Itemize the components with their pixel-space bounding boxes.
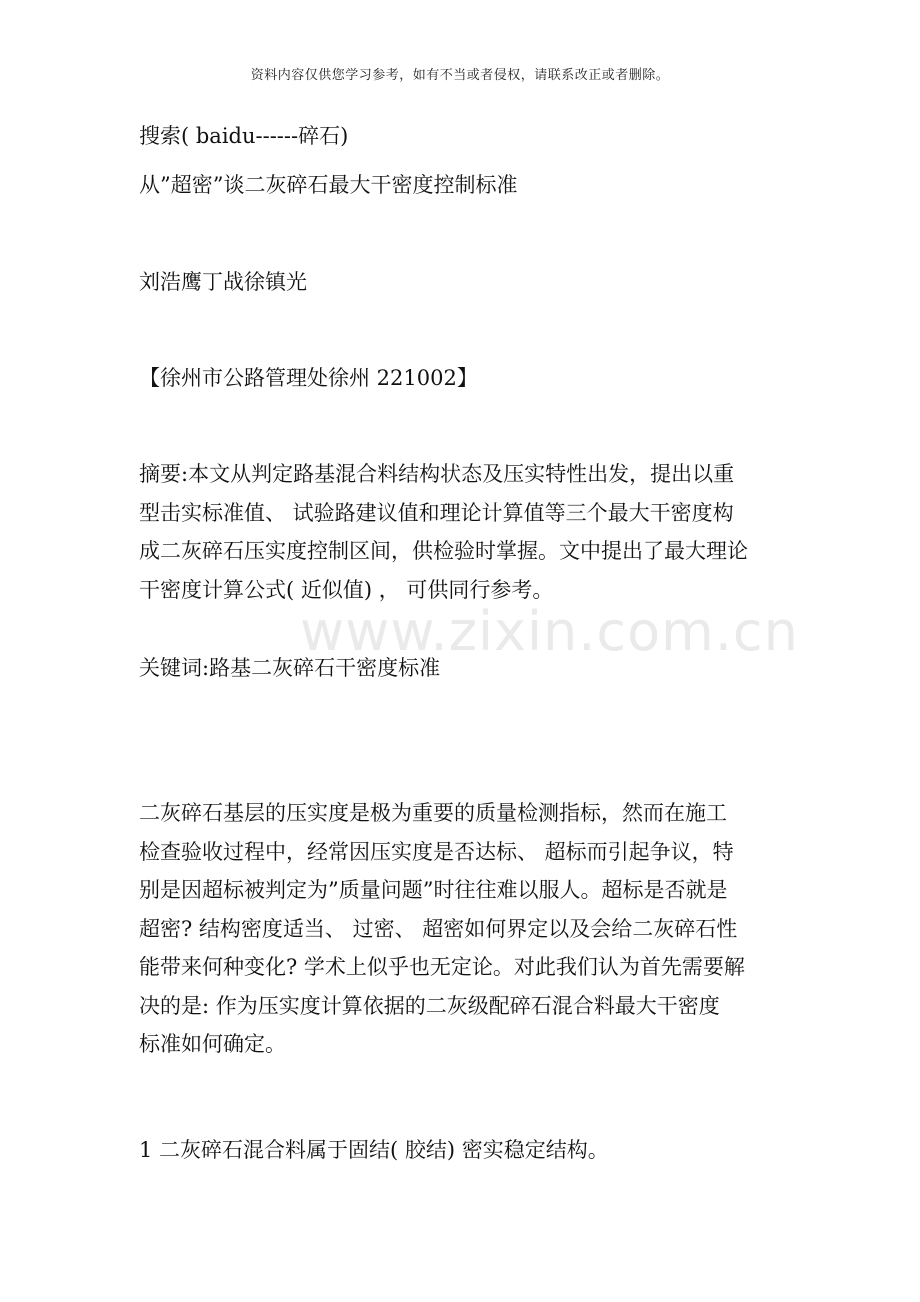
header-disclaimer: 资料内容仅供您学习参考，如有不当或者侵权，请联系改正或者删除。 [250,68,670,83]
body-line: 决的是: 作为压实度计算依据的二灰级配碎石混合料最大干密度 [139,993,720,1018]
body-line: 能带来何种变化? 学术上似乎也无定论。对此我们认为首先需要解 [139,955,745,979]
document-title: 从”超密”谈二灰碎石最大干密度控制标准 [139,173,518,197]
body-paragraph [139,794,789,1064]
abstract-line: 摘要:本文从判定路基混合料结构状态及压实特性出发，提出以重 [139,462,735,486]
body-line: 检查验收过程中，经常因压实度是否达标、 超标而引起争议，特 [139,839,734,864]
body-line: 标准如何确定。 [139,1032,286,1056]
keywords: 关键词:路基二灰碎石干密度标准 [139,656,441,680]
abstract-line: 成二灰碎石压实度控制区间，供检验时掌握。文中提出了最大理论 [139,539,748,563]
abstract-line: 型击实标准值、 试验路建议值和理论计算值等三个最大干密度构 [139,500,734,525]
affiliation: 【徐州市公路管理处徐州 221002】 [139,366,478,390]
watermark: www.zixin.com.cn [300,600,799,663]
body-line: 二灰碎石基层的压实度是极为重要的质量检测指标，然而在施工 [139,801,727,825]
section-heading-1: 1 二灰碎石混合料属于固结( 胶结) 密实稳定结构。 [139,1138,609,1162]
abstract [139,455,789,609]
abstract-line: 干密度计算公式( 近似值) ， 可供同行参考。 [139,577,554,602]
body-line: 别是因超标被判定为”质量问题”时往往难以服人。超标是否就是 [139,878,728,902]
authors: 刘浩鹰丁战徐镇光 [139,270,307,294]
body-line: 超密? 结构密度适当、 过密、 超密如何界定以及会给二灰碎石性 [139,916,738,941]
search-hint: 搜索( baidu------碎石) [139,124,349,148]
